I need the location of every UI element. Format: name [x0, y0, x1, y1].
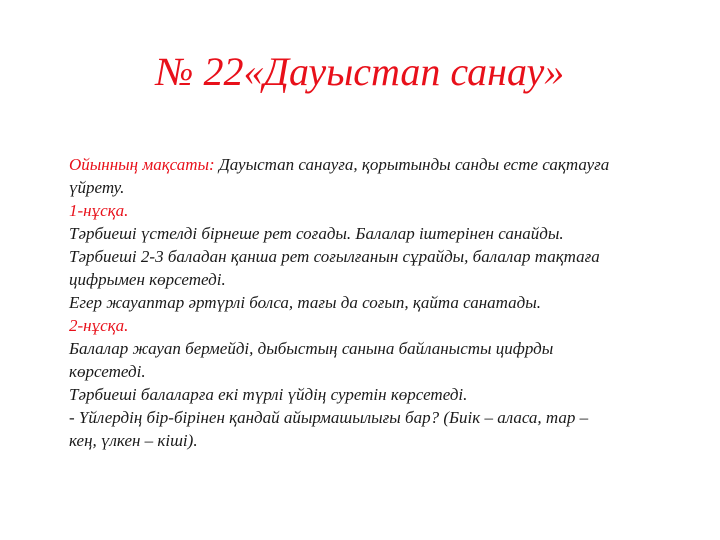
slide-title: № 22«Дауыстап санау»	[155, 49, 565, 94]
variant-2-label: 2-нұсқа.	[69, 316, 129, 335]
goal-text-continued: үйрету.	[69, 178, 125, 197]
variant-1-label: 1-нұсқа.	[69, 201, 129, 220]
variant-2-line-2: көрсетеді.	[69, 362, 146, 381]
variant-1-line-3: цифрымен көрсетеді.	[69, 270, 226, 289]
variant-2-line-1: Балалар жауап бермейді, дыбыстың санына байланысты цифрды	[69, 339, 554, 358]
variant-2-line-5: кең, үлкен – кіші).	[69, 431, 198, 450]
variant-2-line-3: Тәрбиеші балаларға екі түрлі үйдің суретін көрсетеді.	[69, 385, 468, 404]
goal-text: Дауыстап санауға, қорытынды санды есте сақтауға	[214, 155, 610, 174]
variant-1-line-4: Егер жауаптар әртүрлі болса, тағы да соғып, қайта санатады.	[69, 293, 541, 312]
variant-1-line-2: Тәрбиеші 2-3 баладан қанша рет соғылғанын сұрайды, балалар тақтаға	[69, 247, 600, 266]
goal-line	[69, 153, 669, 176]
variant-1-line-1: Тәрбиеші үстелді бірнеше рет соғады. Балалар іштерінен санайды.	[69, 224, 564, 243]
goal-label: Ойынның мақсаты:	[69, 155, 215, 174]
slide-body	[69, 153, 669, 452]
variant-2-line-4: - Үйлердің бір-бірінен қандай айырмашылығы бар? (Биік – аласа, тар –	[69, 408, 589, 427]
